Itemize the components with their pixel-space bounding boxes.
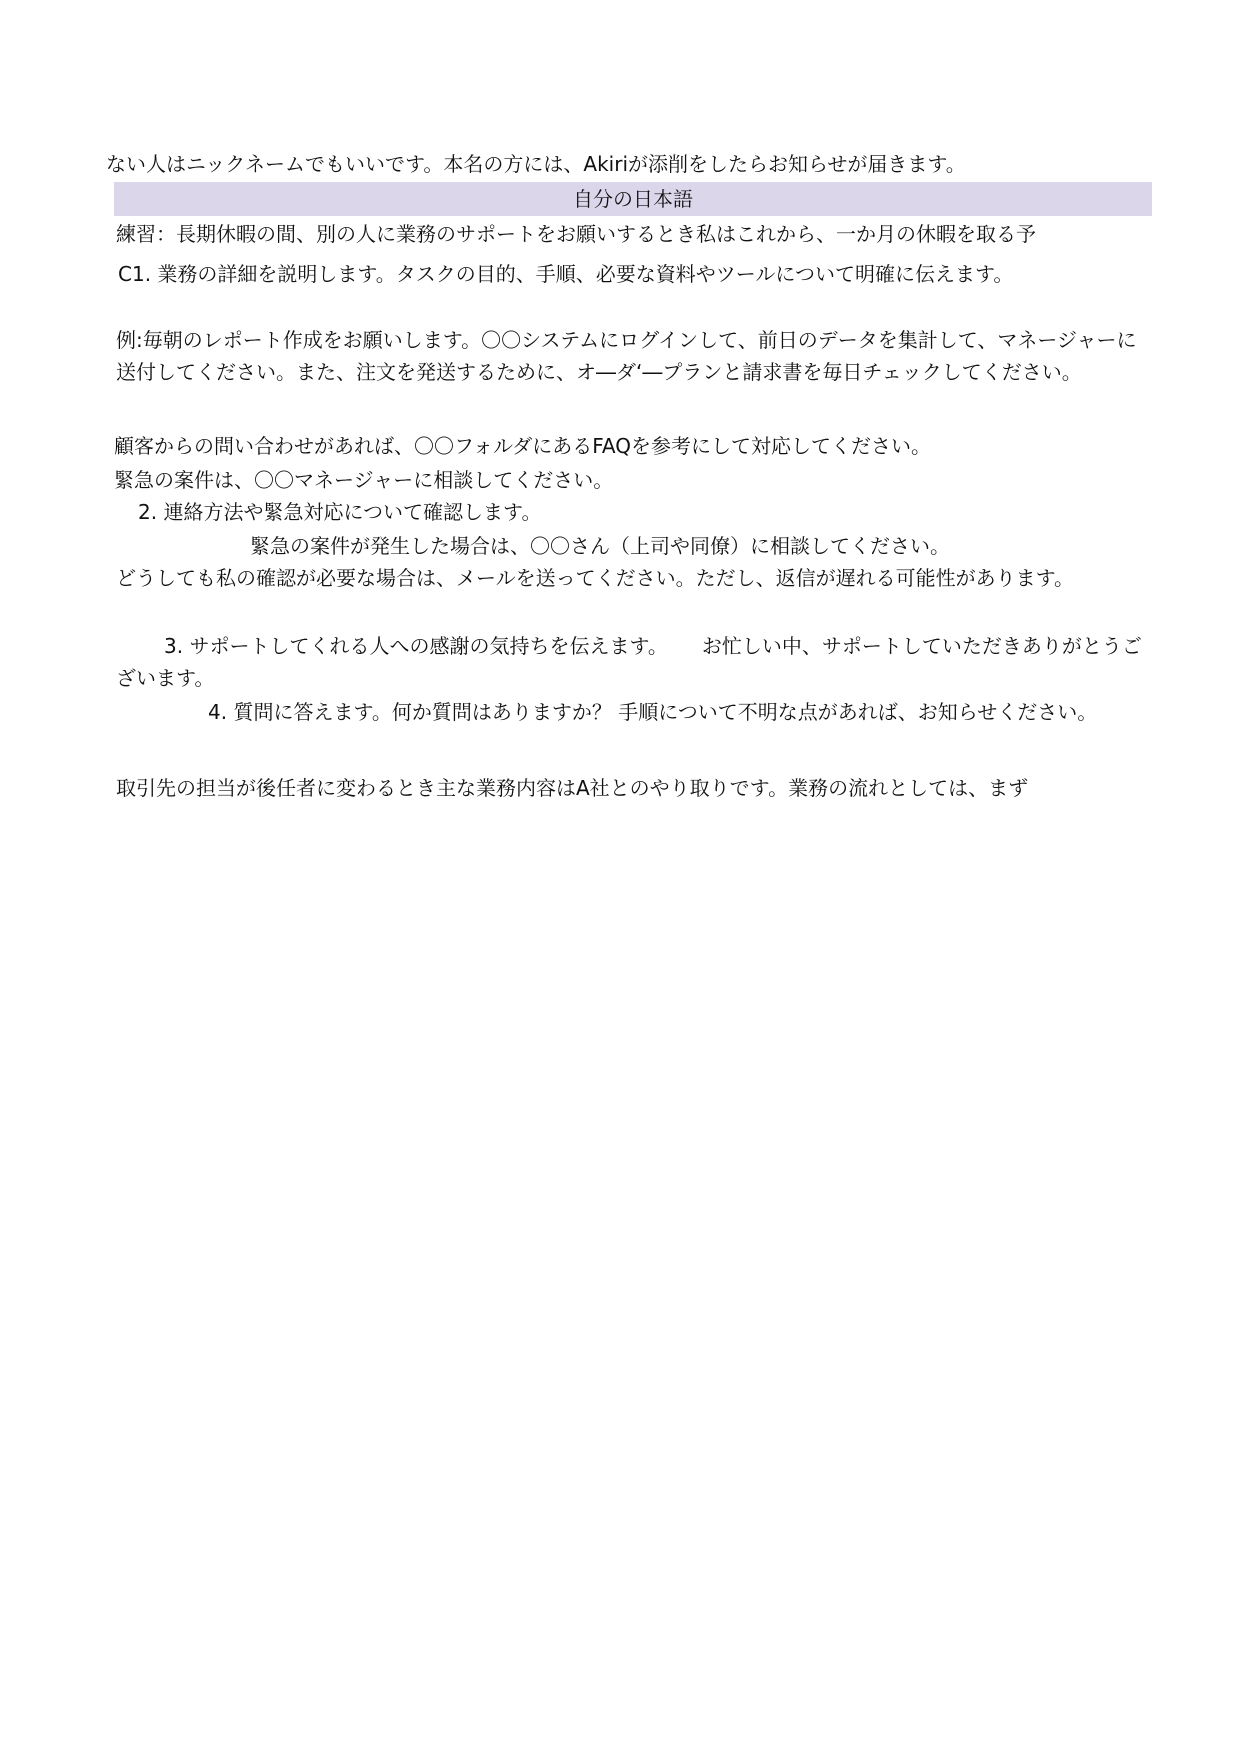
step-3-label: 3. サポートしてくれる人への感謝の気持ちを伝えます。 <box>164 634 668 658</box>
example-text: 例:毎朝のレポート作成をお願いします。〇〇システムにログインして、前日のデータを集計して、マネージャーに送付してください。また、注文を発送するために、オ―ダ‘―プランと請求書を毎日チェックしてください。 <box>116 328 1137 384</box>
contact-instruction: 緊急の案件が発生した場合は、〇〇さん（上司や同僚）に相談してください。 <box>250 534 950 558</box>
email-instruction: どうしても私の確認が必要な場合は、メールを送ってください。ただし、返信が遅れる可能性があります。 <box>116 566 1074 590</box>
urgent-instruction: 緊急の案件は、〇〇マネージャーに相談してください。 <box>114 468 614 492</box>
handover-text: 取引先の担当が後任者に変わるとき主な業務内容はA社とのやり取りです。業務の流れとしては、まず <box>116 776 1029 800</box>
section-header <box>114 182 1152 216</box>
intro-note: ない人はニックネームでもいいです。本名の方には、Akiriが添削をしたらお知らせが届きます。 <box>106 152 966 176</box>
practice-title: 練習：長期休暇の間、別の人に業務のサポートをお願いするとき私はこれから、一か月の休暇を取る予 <box>116 222 1036 246</box>
step-3-text: お忙しい中、サポートしていただきありがとうございます。 <box>116 634 1142 690</box>
section-header-title: 自分の日本語 <box>573 187 693 211</box>
step-4-questions: 4. 質問に答えます。何か質問はありますか？ 手順について不明な点があれば、お知らせください。 <box>208 700 1098 724</box>
faq-instruction: 顧客からの問い合わせがあれば、〇〇フォルダにあるFAQを参考にして対応してください。 <box>114 434 931 458</box>
step-1-details: C1. 業務の詳細を説明します。タスクの目的、手順、必要な資料やツールについて明確に伝えます。 <box>118 262 1014 286</box>
step-3-thanks <box>116 630 1152 694</box>
step-2-contact: 2. 連絡方法や緊急対応について確認します。 <box>138 500 542 524</box>
